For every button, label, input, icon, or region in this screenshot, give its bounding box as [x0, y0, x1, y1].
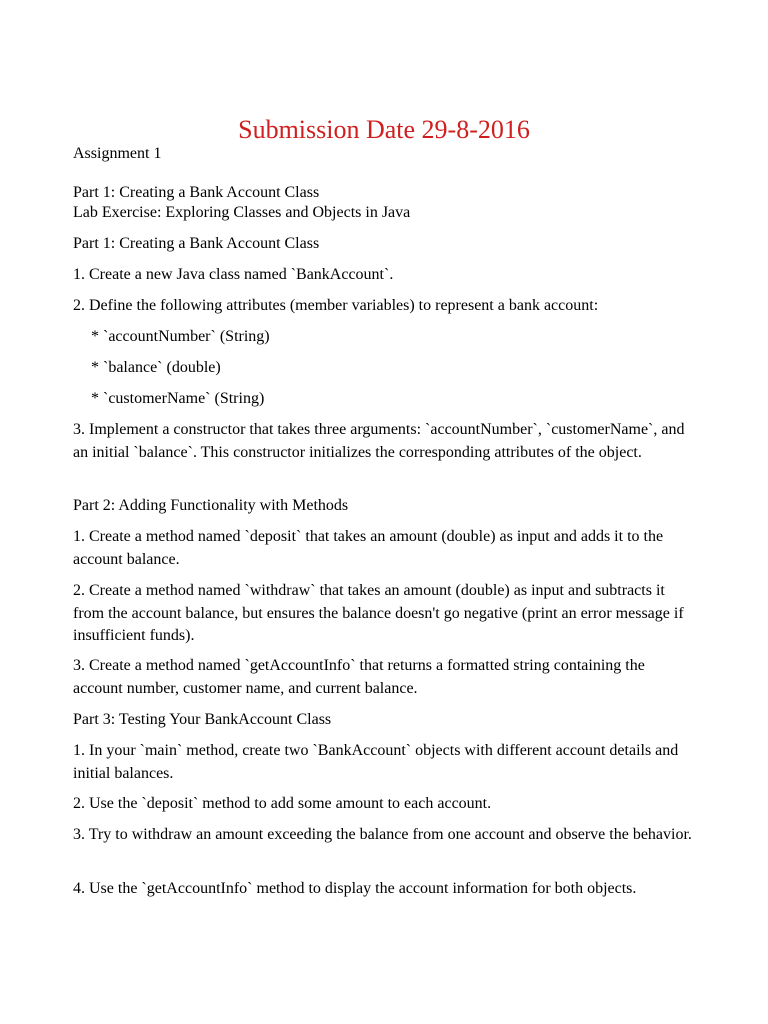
assignment-label: Assignment 1	[73, 145, 162, 162]
part1-step: 2. Define the following attributes (member variables) to represent a bank account:	[73, 297, 599, 314]
part2-heading: Part 2: Adding Functionality with Methods	[73, 497, 349, 514]
part2-step: 2. Create a method named `withdraw` that takes an amount (double) as input and subtracts it from the account balance, but ensures the balance doesn't go negative (print an error message if insufficient funds).	[73, 582, 684, 644]
submission-date-title: Submission Date 29-8-2016	[238, 115, 530, 144]
attribute-item: * `customerName` (String)	[91, 390, 265, 407]
lab-exercise-heading: Lab Exercise: Exploring Classes and Objects in Java	[73, 204, 411, 221]
part3-heading: Part 3: Testing Your BankAccount Class	[73, 711, 332, 728]
part1-section-heading: Part 1: Creating a Bank Account Class	[73, 235, 320, 252]
part1-heading: Part 1: Creating a Bank Account Class	[73, 184, 320, 201]
part2-step: 3. Create a method named `getAccountInfo` that returns a formatted string containing the account number, customer name, and current balance.	[73, 657, 645, 697]
attribute-item: * `accountNumber` (String)	[91, 328, 270, 345]
part3-step: 1. In your `main` method, create two `BankAccount` objects with different account details and initial balances.	[73, 742, 679, 782]
attribute-item: * `balance` (double)	[91, 359, 221, 376]
part3-step: 4. Use the `getAccountInfo` method to display the account information for both objects.	[73, 880, 637, 897]
part2-step: 1. Create a method named `deposit` that takes an amount (double) as input and adds it to the account balance.	[73, 528, 664, 568]
part3-step: 3. Try to withdraw an amount exceeding the balance from one account and observe the behavior.	[73, 826, 692, 843]
part1-step: 1. Create a new Java class named `BankAccount`.	[73, 266, 394, 283]
part1-step: 3. Implement a constructor that takes three arguments: `accountNumber`, `customerName`, and an initial `balance`. This constructor initializes the corresponding attributes of the object.	[73, 421, 685, 461]
part3-step: 2. Use the `deposit` method to add some amount to each account.	[73, 795, 492, 812]
